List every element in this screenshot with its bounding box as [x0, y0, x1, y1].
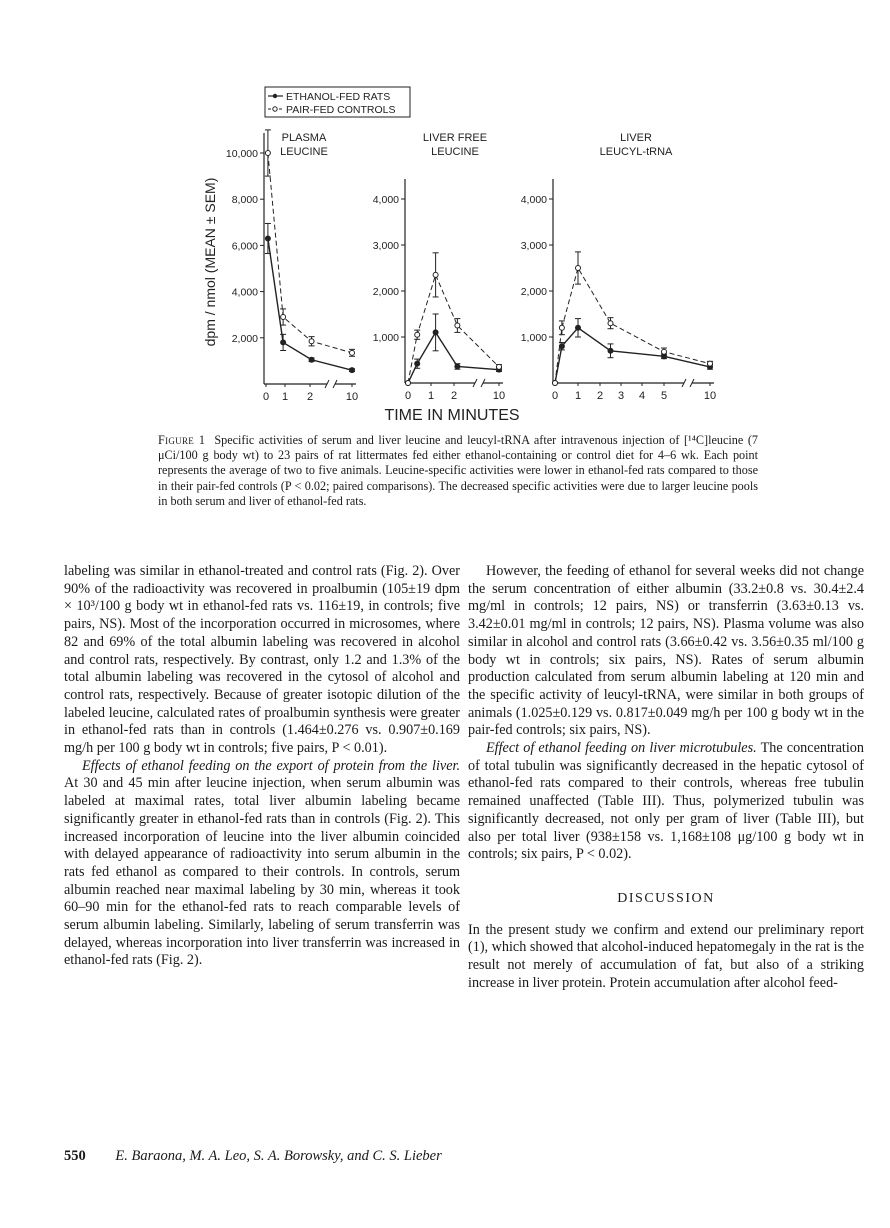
control-data-point — [281, 315, 286, 320]
panel-1-title-line2: LEUCINE — [280, 146, 328, 158]
control-data-point — [559, 325, 564, 330]
y-tick-label: 4,000 — [520, 194, 547, 206]
y-tick-label: 4,000 — [231, 286, 258, 299]
x-tick-label: 4 — [638, 390, 646, 402]
ethanol-data-point — [455, 364, 460, 369]
x-tick-label: 10 — [492, 390, 506, 402]
panel-1-title-line1: PLASMA — [281, 132, 327, 144]
control-data-point — [553, 381, 558, 386]
left-column — [64, 563, 460, 970]
panel-3-title-line1: LIVER — [620, 132, 652, 144]
y-tick-label: 2,000 — [520, 286, 547, 298]
control-data-point — [576, 266, 581, 271]
y-tick-label: 2,000 — [231, 332, 258, 345]
ethanol-data-point — [415, 361, 420, 366]
x-tick-label: 1 — [574, 390, 582, 402]
x-tick-label: 3 — [617, 390, 625, 402]
right-paragraph-2 — [468, 740, 864, 864]
chart-panel-2 — [373, 179, 505, 402]
panel-2-title-line2: LEUCINE — [431, 146, 479, 158]
control-data-point — [309, 339, 314, 344]
right-column — [468, 563, 864, 992]
caption-label: Figure 1 — [158, 433, 206, 447]
x-tick-label: 0 — [404, 390, 412, 402]
ethanol-data-point — [265, 236, 270, 241]
control-data-point — [350, 350, 355, 355]
control-data-point — [608, 321, 613, 326]
legend-control-label: PAIR-FED CONTROLS — [286, 104, 396, 116]
plot-area — [226, 130, 716, 403]
panel-3-title-line2: LEUCYL-tRNA — [599, 146, 673, 158]
control-data-point — [406, 381, 411, 386]
y-tick-label: 8,000 — [231, 194, 258, 207]
y-tick-label: 10,000 — [225, 148, 258, 160]
ethanol-data-point — [350, 368, 355, 373]
ethanol-data-point — [559, 344, 564, 349]
control-data-point — [455, 323, 460, 328]
y-axis-label: dpm / nmol (MEAN ± SEM) — [202, 177, 218, 347]
y-tick-label: 3,000 — [520, 240, 547, 252]
footer-authors: E. Baraona, M. A. Leo, S. A. Borowsky, and C. S. Lieber — [115, 1148, 442, 1164]
x-tick-label: 1 — [427, 390, 435, 402]
chart-panel-3 — [521, 179, 716, 402]
left-subheading: Effects of ethanol feeding on the export of protein from the liver. — [82, 757, 460, 774]
x-tick-label: 2 — [596, 390, 604, 402]
ethanol-data-point — [433, 330, 438, 335]
y-tick-label: 2,000 — [372, 286, 399, 298]
right-paragraph-1: However, the feeding of ethanol for several weeks did not change the serum concentration of either albumin (33.2±0.8 vs. 30.4±2.4 mg/ml in controls; 12 pairs, NS) or transferrin (3.63±0.13 vs. 3.42±0.01 mg/ml in controls; 12 pairs, NS). Plasma volume was also similar in alcohol and control rats (3.66±0.42 vs. 3.56±0.35 ml/100 g body wt in controls; six pairs, NS). Rates of serum albumin production calculated from serum albumin labeling at 120 min and the specific activity of leucyl-tRNA, were similar in both groups of animals (1.025±0.129 vs. 0.817±0.049 mg/h per 100 g body wt in the pair-fed controls; six pairs, NS). — [468, 563, 864, 739]
x-tick-label: 0 — [262, 391, 270, 403]
x-tick-label: 2 — [306, 391, 314, 403]
right-paragraph-3: In the present study we confirm and extend our preliminary report (1), which showed that alcohol-induced hepatomegaly in the rat is the result not merely of accumulation of fat, but also of a striking increase in liver protein. Protein accumulation after alcohol feed- — [468, 921, 864, 991]
x-axis-label: TIME IN MINUTES — [384, 407, 520, 424]
x-tick-label: 5 — [660, 390, 668, 402]
left-paragraph-2 — [64, 758, 460, 970]
section-heading-discussion: DISCUSSION — [617, 890, 715, 906]
x-tick-label: 1 — [281, 391, 289, 403]
left-paragraph-1: labeling was similar in ethanol-treated and control rats (Fig. 2). Over 90% of the radioactivity was recovered in proalbumin (105±19 dpm × 10³/100 g body wt in ethanol-fed rats vs. 116±19, in controls; five pairs, NS). Most of the incorporation occurred in microsomes, where 82 and 69% of the total albumin labeling was recovered in alcohol and control rats, respectively. By contrast, only 1.2 and 1.3% of the total albumin labeling was recovered in the cytosol of alcohol and control rats, respectively. Because of greater isotopic dilution of the labeled leucine, calculated rates of proalbumin synthesis were greater in ethanol-fed rats than in controls (1.464±0.276 vs. 0.907±0.169 mg/h per 100 g body wt in controls; five pairs, P < 0.01). — [64, 563, 460, 757]
x-tick-label: 10 — [345, 391, 359, 403]
x-tick-label: 10 — [703, 390, 717, 402]
y-tick-label: 3,000 — [372, 240, 399, 252]
control-data-point — [662, 349, 667, 354]
x-tick-label: 0 — [551, 390, 559, 402]
ethanol-data-point — [576, 325, 581, 330]
ethanol-series-line — [408, 332, 499, 383]
page-footer — [64, 1148, 442, 1165]
control-data-point — [265, 151, 270, 156]
ethanol-data-point — [309, 357, 314, 362]
control-data-point — [415, 332, 420, 337]
legend-ethanol-label: ETHANOL-FED RATS — [286, 91, 391, 103]
right-subheading: Effect of ethanol feeding on liver microtubules. — [486, 740, 757, 757]
y-tick-label: 4,000 — [372, 194, 399, 206]
ethanol-data-point — [281, 340, 286, 345]
panel-2-title-line1: LIVER FREE — [422, 132, 488, 144]
y-tick-label: 1,000 — [520, 332, 547, 344]
control-data-point — [708, 361, 713, 366]
control-series-line — [408, 275, 499, 383]
y-tick-label: 6,000 — [231, 240, 258, 253]
figure-1-chart — [0, 0, 890, 440]
chart-legend — [265, 87, 410, 117]
control-data-point — [497, 364, 502, 369]
control-data-point — [433, 272, 438, 277]
caption-text: Specific activities of serum and liver leucine and leucyl-tRNA after intravenous injection of [¹⁴C]leucine (7 μCi/100 g body wt) to 23 pairs of rat littermates fed either ethanol-containing or control diet for 4–6 wk. Each point represents the average of two to five animals. Leucine-specific activities were lower in ethanol-fed rats compared to those in their pair-fed controls (P < 0.02; paired comparisons). The decreased specific activities were due to larger leucine pools in both serum and liver of ethanol-fed rats. — [158, 433, 758, 508]
figure-caption — [158, 433, 758, 509]
figure-1 — [0, 0, 890, 440]
x-tick-label: 2 — [450, 390, 458, 402]
chart-panel-1 — [226, 130, 358, 403]
y-tick-label: 1,000 — [372, 332, 399, 344]
page-number: 550 — [64, 1148, 86, 1164]
right-paragraph-2-text: The concentration of total tubulin was significantly decreased in the hepatic cytosol of ethanol-fed rats compared to their controls, whereas free tubulin remained unaffected (Table III). Thus, polymerized tubulin was significantly decreased, not only per gram of liver (Table III), but also per total liver (938±158 vs. 1,168±108 μg/100 g body wt in controls; six pairs, P < 0.02). — [468, 740, 864, 863]
ethanol-data-point — [608, 348, 613, 353]
left-paragraph-2-text: At 30 and 45 min after leucine injection, when serum albumin was labeled at maximal rates, total liver albumin labeling became significantly greater in ethanol-fed rats than in controls (Fig. 2). This increased incorporation of leucine into the liver albumin coincided with delayed appearance of radioactivity into serum albumin in the rats fed ethanol as compared to their controls. In controls, serum albumin reached near maximal labeling by 30 min, whereas it took 60–90 min for the ethanol-fed rats to reach comparable levels of serum albumin labeling. Similarly, labeling of serum transferrin was delayed, whereas incorporation into liver transferrin was increased in ethanol-fed rats (Fig. 2). — [64, 775, 460, 969]
